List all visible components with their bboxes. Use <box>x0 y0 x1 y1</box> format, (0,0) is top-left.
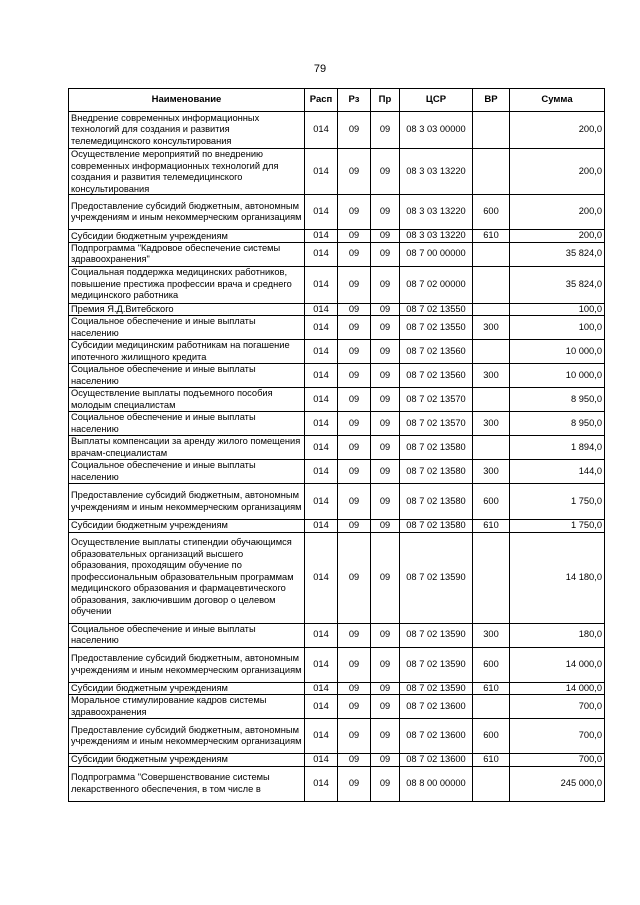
cell-csr: 08 7 02 13590 <box>400 623 473 647</box>
cell-rasp: 014 <box>305 364 338 388</box>
cell-csr: 08 7 02 13600 <box>400 754 473 767</box>
cell-rz: 09 <box>338 340 371 364</box>
cell-sum: 700,0 <box>510 754 605 767</box>
cell-rasp: 014 <box>305 266 338 303</box>
cell-sum: 14 180,0 <box>510 532 605 623</box>
cell-pr: 09 <box>371 719 400 754</box>
cell-sum: 144,0 <box>510 460 605 484</box>
table-row <box>69 719 605 754</box>
cell-vr: 300 <box>473 316 510 340</box>
cell-rasp: 014 <box>305 719 338 754</box>
cell-name <box>69 412 305 436</box>
cell-name-text: Внедрение современных информационных технологий для создания и развития телемедицинского консультирования <box>71 112 260 146</box>
cell-name-text: Предоставление субсидий бюджетным, автономным учреждениям и иным некоммерческим организациям <box>71 653 302 675</box>
cell-rz: 09 <box>338 266 371 303</box>
cell-name-text: Подпрограмма "Кадровое обеспечение системы здравоохранения" <box>71 242 281 264</box>
cell-name <box>69 695 305 719</box>
cell-pr: 09 <box>371 364 400 388</box>
cell-rz: 09 <box>338 195 371 230</box>
header-rz: Рз <box>338 89 371 112</box>
table-row <box>69 754 605 767</box>
table-row <box>69 520 605 533</box>
table-row <box>69 623 605 647</box>
cell-rasp: 014 <box>305 412 338 436</box>
cell-rz: 09 <box>338 623 371 647</box>
cell-rz: 09 <box>338 520 371 533</box>
cell-sum: 200,0 <box>510 149 605 195</box>
cell-rasp: 014 <box>305 647 338 682</box>
cell-pr: 09 <box>371 532 400 623</box>
cell-pr: 09 <box>371 436 400 460</box>
cell-csr: 08 3 03 13220 <box>400 195 473 230</box>
cell-csr: 08 7 02 13590 <box>400 532 473 623</box>
cell-sum: 245 000,0 <box>510 766 605 801</box>
table-row <box>69 316 605 340</box>
cell-name <box>69 520 305 533</box>
cell-vr: 300 <box>473 460 510 484</box>
cell-pr: 09 <box>371 412 400 436</box>
cell-name <box>69 484 305 520</box>
cell-vr: 610 <box>473 754 510 767</box>
header-pr: Пр <box>371 89 400 112</box>
cell-name-text: Социальное обеспечение и иные выплаты населению <box>71 364 256 386</box>
cell-name <box>69 195 305 230</box>
budget-table <box>68 88 605 802</box>
cell-pr: 09 <box>371 303 400 316</box>
cell-csr: 08 8 00 00000 <box>400 766 473 801</box>
table-row <box>69 303 605 316</box>
cell-name <box>69 242 305 266</box>
cell-csr: 08 7 02 13570 <box>400 388 473 412</box>
cell-vr: 610 <box>473 682 510 695</box>
cell-vr <box>473 303 510 316</box>
cell-pr: 09 <box>371 340 400 364</box>
header-sum: Сумма <box>510 89 605 112</box>
cell-rz: 09 <box>338 766 371 801</box>
header-rasp: Расп <box>305 89 338 112</box>
table-row <box>69 695 605 719</box>
cell-sum: 200,0 <box>510 195 605 230</box>
cell-sum: 1 894,0 <box>510 436 605 460</box>
cell-vr <box>473 436 510 460</box>
cell-rasp: 014 <box>305 520 338 533</box>
cell-name-text: Выплаты компенсации за аренду жилого помещения врачам-специалистам <box>71 436 301 458</box>
cell-pr: 09 <box>371 754 400 767</box>
cell-pr: 09 <box>371 623 400 647</box>
cell-rasp: 014 <box>305 316 338 340</box>
cell-rasp: 014 <box>305 532 338 623</box>
cell-csr: 08 7 02 13560 <box>400 364 473 388</box>
cell-name-text: Социальное обеспечение и иные выплаты населению <box>71 623 256 645</box>
cell-rz: 09 <box>338 388 371 412</box>
table-row <box>69 195 605 230</box>
cell-pr: 09 <box>371 266 400 303</box>
cell-csr: 08 3 03 13220 <box>400 149 473 195</box>
cell-csr: 08 7 00 00000 <box>400 242 473 266</box>
cell-rz: 09 <box>338 460 371 484</box>
cell-name <box>69 532 305 623</box>
cell-rasp: 014 <box>305 623 338 647</box>
cell-csr: 08 7 02 13600 <box>400 695 473 719</box>
cell-name-text: Предоставление субсидий бюджетным, автономным учреждениям и иным некоммерческим организациям <box>71 490 302 512</box>
table-row <box>69 242 605 266</box>
cell-pr: 09 <box>371 388 400 412</box>
cell-rz: 09 <box>338 719 371 754</box>
cell-vr <box>473 340 510 364</box>
cell-rz: 09 <box>338 412 371 436</box>
cell-csr: 08 7 02 13580 <box>400 460 473 484</box>
cell-sum: 10 000,0 <box>510 340 605 364</box>
cell-csr: 08 7 02 13550 <box>400 316 473 340</box>
cell-rz: 09 <box>338 230 371 243</box>
cell-name-text: Социальное обеспечение и иные выплаты населению <box>71 316 256 338</box>
page-number: 79 <box>313 63 327 75</box>
table-row <box>69 647 605 682</box>
cell-rz: 09 <box>338 364 371 388</box>
table-row <box>69 460 605 484</box>
cell-name-text: Субсидии бюджетным учреждениям <box>71 682 228 693</box>
cell-name <box>69 460 305 484</box>
cell-vr: 600 <box>473 195 510 230</box>
cell-name <box>69 754 305 767</box>
cell-pr: 09 <box>371 682 400 695</box>
table-row <box>69 340 605 364</box>
cell-rz: 09 <box>338 436 371 460</box>
cell-vr <box>473 695 510 719</box>
cell-pr: 09 <box>371 230 400 243</box>
cell-sum: 700,0 <box>510 719 605 754</box>
cell-rasp: 014 <box>305 682 338 695</box>
cell-csr: 08 7 02 13550 <box>400 303 473 316</box>
cell-name <box>69 112 305 149</box>
cell-vr <box>473 242 510 266</box>
cell-name <box>69 388 305 412</box>
cell-rasp: 014 <box>305 230 338 243</box>
cell-csr: 08 7 02 13590 <box>400 647 473 682</box>
cell-rz: 09 <box>338 484 371 520</box>
cell-name-text: Субсидии бюджетным учреждениям <box>71 754 228 765</box>
cell-name-text: Социальное обеспечение и иные выплаты населению <box>71 460 256 482</box>
cell-name <box>69 303 305 316</box>
cell-pr: 09 <box>371 112 400 149</box>
cell-name <box>69 647 305 682</box>
cell-name-text: Предоставление субсидий бюджетным, автономным учреждениям и иным некоммерческим организациям <box>71 724 302 746</box>
table-row <box>69 266 605 303</box>
table-row <box>69 532 605 623</box>
cell-rz: 09 <box>338 647 371 682</box>
cell-csr: 08 7 02 13590 <box>400 682 473 695</box>
cell-csr: 08 7 02 13580 <box>400 436 473 460</box>
cell-rasp: 014 <box>305 695 338 719</box>
cell-rasp: 014 <box>305 112 338 149</box>
cell-sum: 8 950,0 <box>510 388 605 412</box>
cell-vr: 300 <box>473 364 510 388</box>
cell-vr <box>473 112 510 149</box>
cell-rz: 09 <box>338 242 371 266</box>
cell-csr: 08 7 02 13600 <box>400 719 473 754</box>
table-row <box>69 388 605 412</box>
cell-sum: 1 750,0 <box>510 520 605 533</box>
cell-vr: 300 <box>473 623 510 647</box>
cell-name <box>69 623 305 647</box>
cell-pr: 09 <box>371 149 400 195</box>
cell-csr: 08 7 02 13570 <box>400 412 473 436</box>
cell-pr: 09 <box>371 460 400 484</box>
cell-rz: 09 <box>338 754 371 767</box>
cell-vr: 600 <box>473 647 510 682</box>
table-body <box>69 112 605 802</box>
cell-rasp: 014 <box>305 303 338 316</box>
cell-sum: 200,0 <box>510 112 605 149</box>
cell-vr <box>473 266 510 303</box>
cell-name-text: Премия Я.Д.Витебского <box>71 303 174 314</box>
cell-rasp: 014 <box>305 484 338 520</box>
cell-vr: 600 <box>473 719 510 754</box>
table-row <box>69 682 605 695</box>
cell-csr: 08 7 02 13560 <box>400 340 473 364</box>
cell-rz: 09 <box>338 316 371 340</box>
cell-pr: 09 <box>371 520 400 533</box>
cell-vr <box>473 532 510 623</box>
cell-pr: 09 <box>371 647 400 682</box>
header-csr: ЦСР <box>400 89 473 112</box>
cell-sum: 14 000,0 <box>510 647 605 682</box>
cell-sum: 8 950,0 <box>510 412 605 436</box>
cell-rasp: 014 <box>305 388 338 412</box>
cell-sum: 100,0 <box>510 316 605 340</box>
cell-name <box>69 682 305 695</box>
cell-rasp: 014 <box>305 436 338 460</box>
cell-rz: 09 <box>338 112 371 149</box>
cell-name-text: Моральное стимулирование кадров системы здравоохранения <box>71 695 267 717</box>
cell-name <box>69 719 305 754</box>
cell-pr: 09 <box>371 766 400 801</box>
cell-rz: 09 <box>338 695 371 719</box>
header-vr: ВР <box>473 89 510 112</box>
cell-vr <box>473 766 510 801</box>
cell-sum: 100,0 <box>510 303 605 316</box>
cell-name-text: Подпрограмма "Совершенствование системы лекарственного обеспечения, в том числе в <box>71 772 270 794</box>
cell-rasp: 014 <box>305 242 338 266</box>
table-row <box>69 484 605 520</box>
cell-name-text: Социальная поддержка медицинских работников, повышение престижа профессии врача и среднего медицинского работника <box>71 267 292 301</box>
cell-name-text: Субсидии медицинским работникам на погашение ипотечного жилищного кредита <box>71 340 290 362</box>
cell-rz: 09 <box>338 532 371 623</box>
cell-rasp: 014 <box>305 460 338 484</box>
cell-pr: 09 <box>371 242 400 266</box>
cell-name-text: Субсидии бюджетным учреждениям <box>71 230 228 241</box>
cell-name-text: Осуществление мероприятий по внедрению современных информационных технологий для создания и развития телемедицинского консультирования <box>71 149 279 194</box>
cell-rasp: 014 <box>305 754 338 767</box>
cell-name <box>69 436 305 460</box>
table-row <box>69 112 605 149</box>
cell-sum: 180,0 <box>510 623 605 647</box>
cell-pr: 09 <box>371 484 400 520</box>
cell-name-text: Предоставление субсидий бюджетным, автономным учреждениям и иным некоммерческим организациям <box>71 200 302 222</box>
cell-name-text: Осуществление выплаты стипендии обучающимся образовательных организаций высшего образования, проходящим обучение по профессиональным образовательным программам медицинского образования и фармацевтического образования, заключившим договор о целевом обучении <box>71 537 294 617</box>
cell-vr <box>473 149 510 195</box>
cell-sum: 200,0 <box>510 230 605 243</box>
table-row <box>69 149 605 195</box>
table-row <box>69 436 605 460</box>
cell-name <box>69 766 305 801</box>
cell-pr: 09 <box>371 316 400 340</box>
cell-name <box>69 340 305 364</box>
cell-rz: 09 <box>338 149 371 195</box>
cell-rasp: 014 <box>305 766 338 801</box>
cell-vr: 610 <box>473 520 510 533</box>
cell-vr: 300 <box>473 412 510 436</box>
cell-sum: 35 824,0 <box>510 266 605 303</box>
header-row <box>69 89 605 112</box>
cell-name <box>69 364 305 388</box>
cell-vr: 600 <box>473 484 510 520</box>
cell-sum: 1 750,0 <box>510 484 605 520</box>
cell-name <box>69 266 305 303</box>
table-row <box>69 364 605 388</box>
cell-name <box>69 316 305 340</box>
cell-name <box>69 149 305 195</box>
cell-name-text: Осуществление выплаты подъемного пособия молодым специалистам <box>71 388 273 410</box>
cell-name <box>69 230 305 243</box>
cell-vr: 610 <box>473 230 510 243</box>
cell-sum: 14 000,0 <box>510 682 605 695</box>
table-row <box>69 230 605 243</box>
table-row <box>69 766 605 801</box>
cell-sum: 35 824,0 <box>510 242 605 266</box>
table-row <box>69 412 605 436</box>
cell-csr: 08 3 03 13220 <box>400 230 473 243</box>
header-name: Наименование <box>69 89 305 112</box>
cell-rz: 09 <box>338 682 371 695</box>
cell-name-text: Социальное обеспечение и иные выплаты населению <box>71 412 256 434</box>
cell-rasp: 014 <box>305 340 338 364</box>
cell-pr: 09 <box>371 195 400 230</box>
cell-csr: 08 7 02 00000 <box>400 266 473 303</box>
cell-vr <box>473 388 510 412</box>
cell-rasp: 014 <box>305 195 338 230</box>
cell-sum: 10 000,0 <box>510 364 605 388</box>
cell-pr: 09 <box>371 695 400 719</box>
cell-csr: 08 7 02 13580 <box>400 520 473 533</box>
cell-sum: 700,0 <box>510 695 605 719</box>
cell-name-text: Субсидии бюджетным учреждениям <box>71 520 228 531</box>
cell-csr: 08 3 03 00000 <box>400 112 473 149</box>
cell-rasp: 014 <box>305 149 338 195</box>
cell-rz: 09 <box>338 303 371 316</box>
cell-csr: 08 7 02 13580 <box>400 484 473 520</box>
